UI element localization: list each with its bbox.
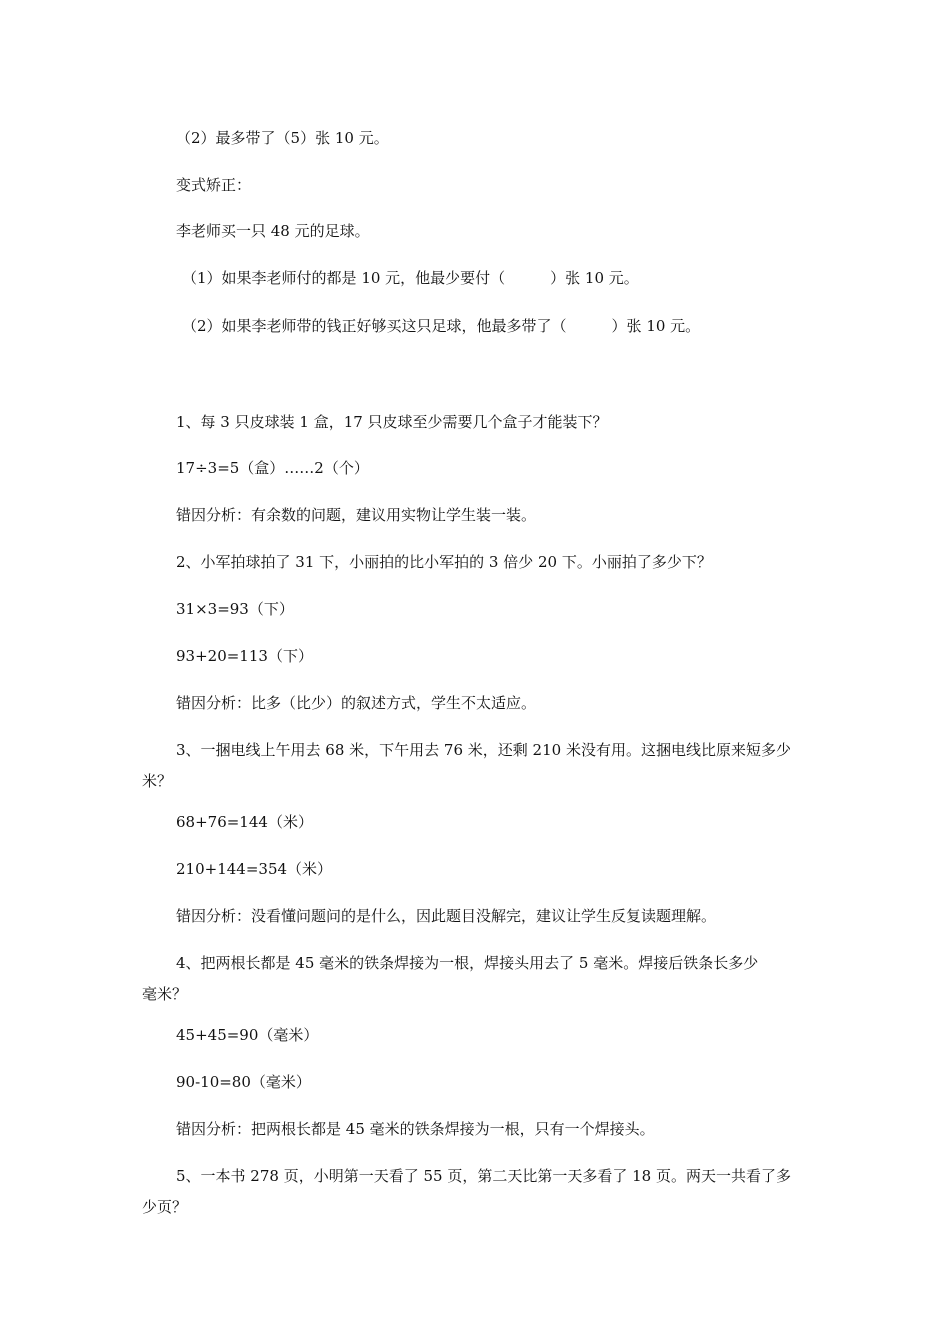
question-4-line-2: 毫米？ xyxy=(142,985,188,1003)
question-3-line-1: 3、一捆电线上午用去 68 米，下午用去 76 米，还剩 210 米没有用。这捆电线比原来短多少 xyxy=(176,741,791,759)
question-1: 1、每 3 只皮球装 1 盒，17 只皮球至少需要几个盒子才能装下？ xyxy=(176,413,608,431)
sub-question-2: （2）如果李老师带的钱正好够买这只足球，他最多带了（ ）张 10 元。 xyxy=(182,317,701,335)
question-2: 2、小军拍球拍了 31 下，小丽拍的比小军拍的 3 倍少 20 下。小丽拍了多少下？ xyxy=(176,553,712,571)
question-2-answer-step-2: 93+20=113（下） xyxy=(176,647,313,665)
sub-question-1: （1）如果李老师付的都是 10 元，他最少要付（ ）张 10 元。 xyxy=(182,269,639,287)
question-5-line-1: 5、一本书 278 页，小明第一天看了 55 页，第二天比第一天多看了 18 页。两天一共看了多 xyxy=(176,1167,791,1185)
answer-line-2: （2）最多带了（5）张 10 元。 xyxy=(176,129,389,147)
question-4-line-1: 4、把两根长都是 45 毫米的铁条焊接为一根，焊接头用去了 5 毫米。焊接后铁条长多少 xyxy=(176,954,759,972)
question-3-answer-step-1: 68+76=144（米） xyxy=(176,813,313,831)
problem-statement: 李老师买一只 48 元的足球。 xyxy=(176,222,370,240)
question-3-line-2: 米？ xyxy=(142,772,173,790)
question-3-answer-step-2: 210+144=354（米） xyxy=(176,860,333,878)
question-4-answer-step-1: 45+45=90（毫米） xyxy=(176,1026,319,1044)
question-5 xyxy=(142,1161,818,1223)
question-1-analysis: 错因分析：有余数的问题，建议用实物让学生装一装。 xyxy=(176,506,537,524)
question-2-analysis: 错因分析：比多（比少）的叙述方式，学生不太适应。 xyxy=(176,694,537,712)
question-5-line-2: 少页？ xyxy=(142,1198,188,1216)
question-2-answer-step-1: 31×3=93（下） xyxy=(176,600,294,618)
question-3 xyxy=(142,735,818,797)
question-4-answer-step-2: 90-10=80（毫米） xyxy=(176,1073,311,1091)
question-3-analysis: 错因分析：没看懂问题问的是什么，因此题目没解完，建议让学生反复读题理解。 xyxy=(176,907,717,925)
section-heading-variant-correction: 变式矫正： xyxy=(176,176,252,194)
question-1-answer: 17÷3=5（盒）……2（个） xyxy=(176,459,369,477)
question-4-analysis: 错因分析：把两根长都是 45 毫米的铁条焊接为一根，只有一个焊接头。 xyxy=(176,1120,655,1138)
question-4 xyxy=(142,948,818,1010)
